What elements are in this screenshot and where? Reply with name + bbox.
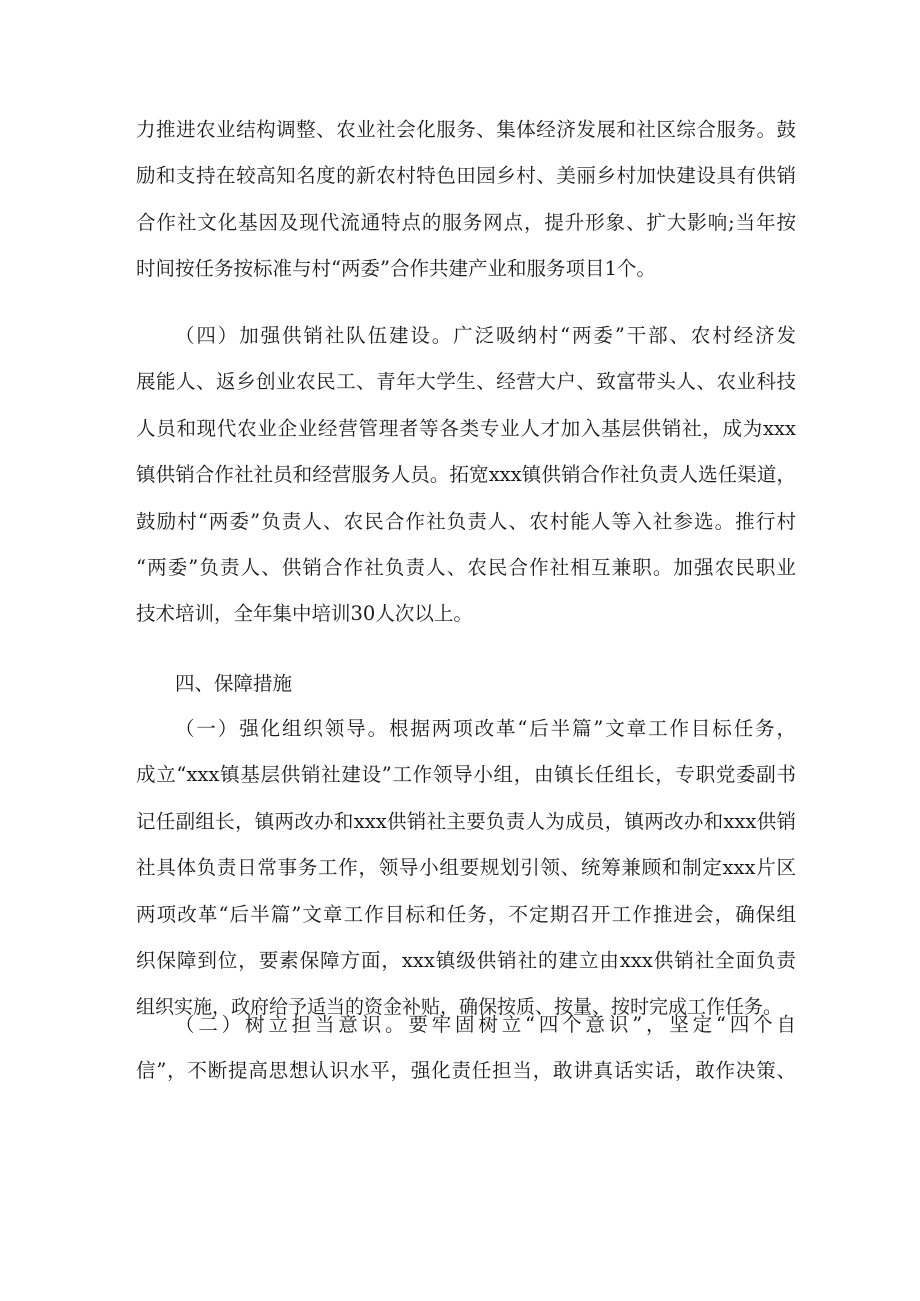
- paragraph-responsibility: [136, 1002, 796, 1095]
- text-line: 记任副组长，镇两改办和xxx供销社主要负责人为成员，镇两改办和xxx供销: [136, 809, 796, 833]
- text-line: （一）强化组织领导。根据两项改革“后半篇”文章工作目标任务，: [175, 717, 796, 740]
- text-line: 时间按任务按标准与村“两委”合作共建产业和服务项目1个。: [136, 257, 656, 281]
- section-heading: 四、保障措施: [175, 672, 293, 695]
- paragraph-service-network: [136, 107, 796, 293]
- text-line: （二）树立担当意识。要牢固树立“四个意识”，坚定“四个自: [175, 1013, 796, 1036]
- text-line: 成立“xxx镇基层供销社建设”工作领导小组，由镇长任组长，专职党委副书: [136, 763, 796, 787]
- text-line: 人员和现代农业企业经营管理者等各类专业人才加入基层供销社，成为xxx: [136, 416, 796, 440]
- text-line: 信”，不断提高思想认识水平，强化责任担当，敢讲真话实话，敢作决策、: [136, 1059, 796, 1083]
- text-line: 织保障到位，要素保障方面，xxx镇级供销社的建立由xxx供销社全面负责: [136, 948, 796, 972]
- paragraph-organization-leadership: [136, 706, 796, 1031]
- text-line: （四）加强供销社队伍建设。广泛吸纳村“两委”干部、农村经济发: [175, 324, 796, 347]
- section-heading-safeguards: [136, 661, 796, 707]
- text-line: 鼓励村“两委”负责人、农民合作社负责人、农村能人等入社参选。推行村: [136, 509, 796, 533]
- text-line: 励和支持在较高知名度的新农村特色田园乡村、美丽乡村加快建设具有供销: [136, 164, 796, 188]
- text-line: “两委”负责人、供销合作社负责人、农民合作社相互兼职。加强农民职业: [136, 555, 796, 579]
- text-line: 社具体负责日常事务工作，领导小组要规划引领、统筹兼顾和制定xxx片区: [136, 856, 796, 880]
- text-line: 镇供销合作社社员和经营服务人员。拓宽xxx镇供销合作社负责人选任渠道，: [136, 463, 796, 487]
- text-line: 力推进农业结构调整、农业社会化服务、集体经济发展和社区综合服务。鼓: [136, 118, 796, 141]
- text-line: 展能人、返乡创业农民工、青年大学生、经营大户、致富带头人、农业科技: [136, 370, 796, 394]
- paragraph-team-building: [136, 313, 796, 638]
- text-line: 两项改革“后半篇”文章工作目标和任务，不定期召开工作推进会，确保组: [136, 902, 796, 926]
- text-line: 技术培训，全年集中培训30人次以上。: [136, 602, 473, 626]
- text-line: 组织实施，政府给予适当的资金补贴，确保按质、按量、按时完成工作任务。: [136, 996, 783, 1019]
- text-line: 合作社文化基因及现代流通特点的服务网点，提升形象、扩大影响;当年按: [136, 210, 796, 234]
